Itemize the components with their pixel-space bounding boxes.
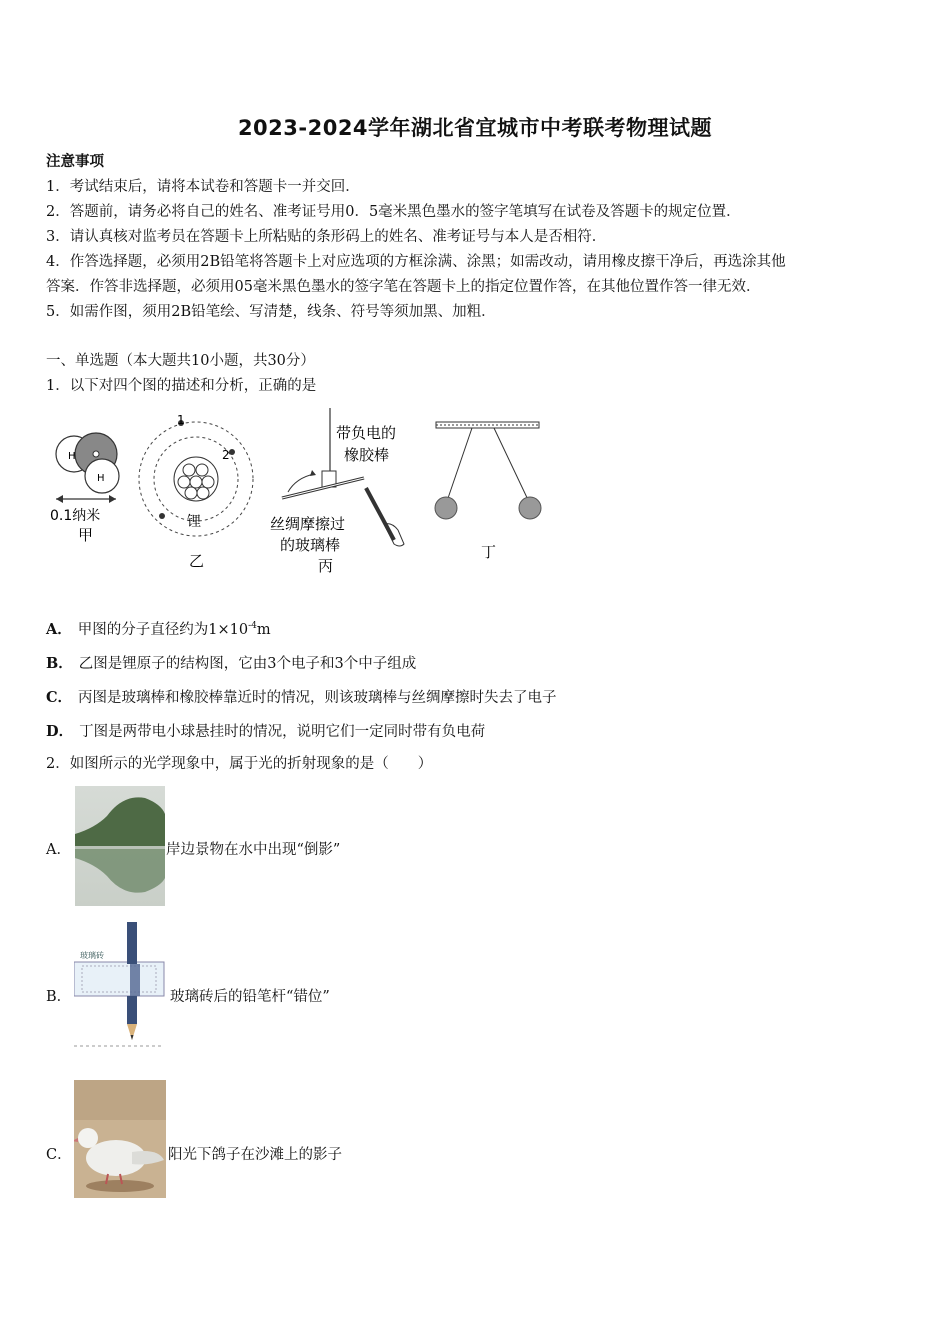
orbit-1-label: 1 — [177, 413, 185, 427]
svg-text:H: H — [68, 451, 76, 462]
glass-brick-label: 玻璃砖 — [80, 951, 104, 960]
option-text: 岸边景物在水中出现“倒影” — [166, 842, 341, 858]
unit: m — [256, 622, 271, 638]
glass-rod-label-2: 的玻璃棒 — [280, 536, 341, 554]
jia-scale-label: 0.1纳米 — [50, 508, 101, 524]
option-text: 阳光下鸽子在沙滩上的影子 — [168, 1147, 342, 1163]
rubber-rod-label-2: 橡胶棒 — [344, 446, 390, 464]
pencil-glass-image — [74, 922, 166, 1048]
option-label[interactable]: B． — [46, 989, 72, 1005]
lake-reflection-image — [75, 786, 165, 906]
notice-item: 答案．作答非选择题，必须用05毫米黑色墨水的签字笔在答题卡上的指定位置作答，在其他位置作答一律无效． — [46, 279, 761, 295]
charged-spheres-diagram — [435, 422, 541, 561]
svg-text:H: H — [97, 473, 105, 484]
q1-option-c[interactable] — [46, 686, 557, 707]
q1-option-b[interactable] — [46, 652, 416, 673]
option-text: 玻璃砖后的铅笔杆“错位” — [170, 989, 330, 1005]
exponent: -4 — [248, 621, 257, 632]
option-text: 丙图是玻璃棒和橡胶棒靠近时的情况，则该玻璃棒与丝绸摩擦时失去了电子 — [78, 690, 557, 706]
question-2-stem: 2．如图所示的光学现象中，属于光的折射现象的是（ ） — [46, 756, 433, 772]
notice-heading: 注意事项 — [46, 153, 104, 170]
orbit-2-label: 2 — [222, 448, 230, 462]
rods-diagram — [270, 408, 404, 575]
notice-item: 3．请认真核对监考员在答题卡上所粘贴的条形码上的姓名、准考证号与本人是否相符． — [46, 229, 607, 245]
bing-label: 丙 — [318, 557, 334, 575]
notice-item: 1．考试结束后，请将本试卷和答题卡一并交回． — [46, 179, 360, 195]
option-text: 丁图是两带电小球悬挂时的情况，说明它们一定同时带有负电荷 — [79, 724, 486, 740]
option-label: A． — [46, 621, 72, 638]
jia-label: 甲 — [78, 526, 94, 544]
q1-option-d[interactable] — [46, 720, 485, 741]
option-label: B． — [46, 655, 73, 672]
rubber-rod-label-1: 带负电的 — [336, 424, 397, 442]
option-text: 甲图的分子直径约为1×10 — [77, 622, 249, 638]
lithium-atom-diagram — [139, 413, 253, 570]
notice-item: 5．如需作图，须用2B铅笔绘、写清楚，线条、符号等须加黑、加粗． — [46, 304, 496, 320]
atom-name-label: 锂 — [187, 514, 201, 530]
option-label[interactable]: A． — [46, 842, 71, 858]
option-label[interactable]: C． — [46, 1147, 72, 1163]
q1-option-a[interactable] — [46, 618, 271, 639]
notice-item: 2．答题前，请务必将自己的姓名、准考证号用0．5毫米黑色墨水的签字笔填写在试卷及答题卡的规定位置． — [46, 204, 741, 220]
option-label: C． — [46, 689, 73, 706]
glass-rod-label-1: 丝绸摩擦过 — [270, 515, 346, 533]
q1-figure — [44, 404, 569, 580]
option-label: D． — [46, 723, 74, 740]
ding-label: 丁 — [481, 543, 497, 561]
notice-item: 4．作答选择题，必须用2B铅笔将答题卡上对应选项的方框涂满、涂黑；如需改动，请用橡皮擦干净后，再选涂其他 — [46, 254, 786, 270]
page-title: 2023-2024学年湖北省宜城市中考联考物理试题 — [237, 116, 713, 140]
yi-label: 乙 — [189, 552, 205, 570]
section-heading: 一、单选题（本大题共10小题，共30分） — [46, 353, 315, 369]
question-1-stem: 1．以下对四个图的描述和分析，正确的是 — [46, 378, 317, 394]
option-text: 乙图是锂原子的结构图，它由3个电子和3个中子组成 — [78, 656, 417, 672]
pigeon-shadow-image — [74, 1080, 166, 1198]
molecule-diagram — [50, 433, 119, 544]
